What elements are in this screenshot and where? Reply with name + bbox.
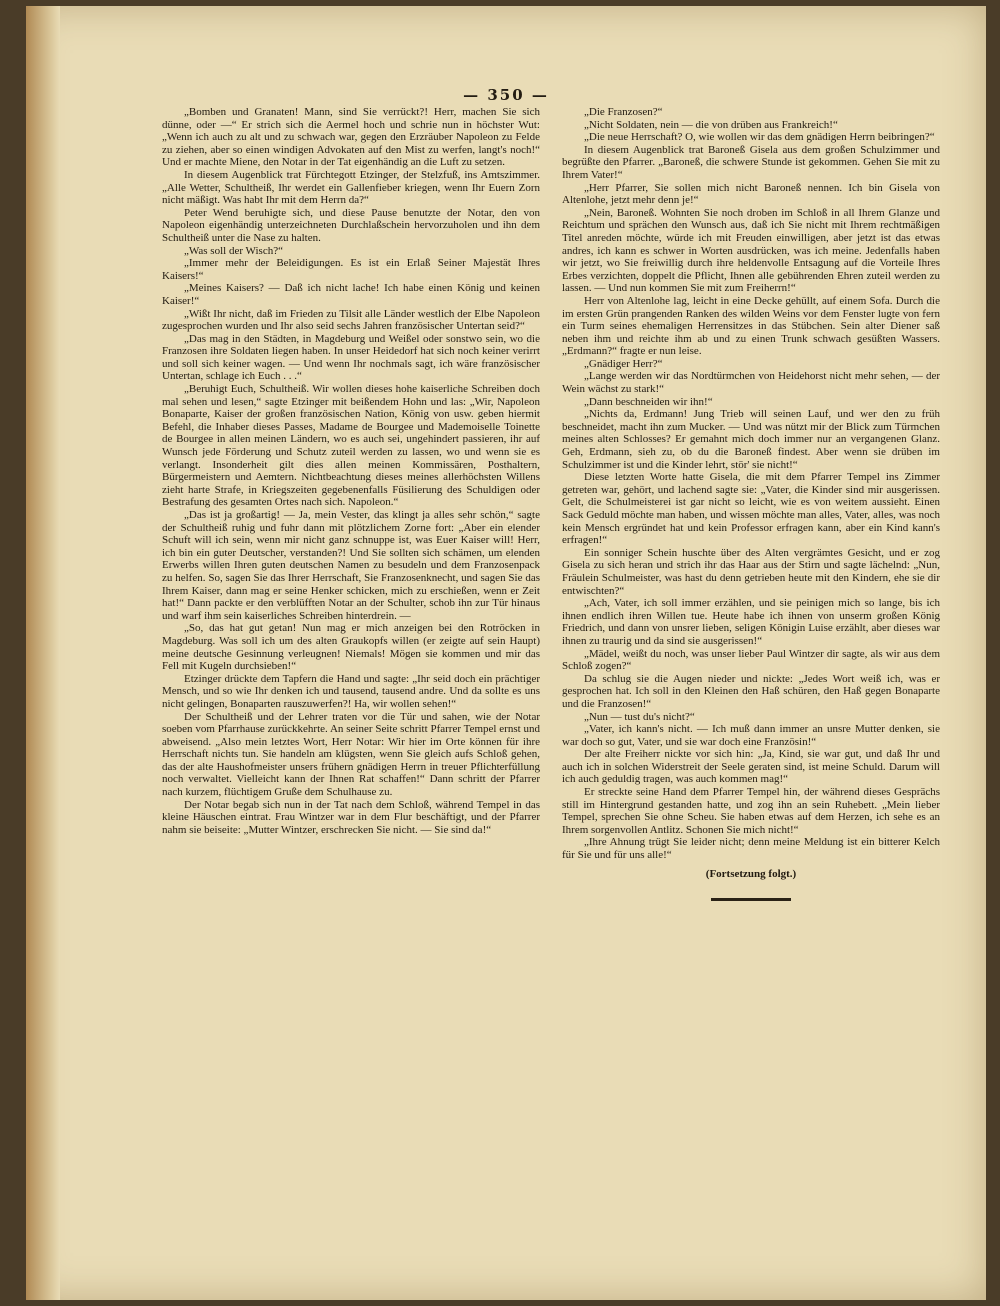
paragraph: „Gnädiger Herr?“ xyxy=(584,357,663,370)
paragraph: „Mädel, weißt du noch, was unser lieber Paul Wintzer dir sagte, als wir aus dem Schloß zogen?“ xyxy=(562,647,940,673)
paragraph: „Ihre Ahnung trügt Sie leider nicht; denn meine Meldung ist ein bitterer Kelch für Sie und für uns alle!“ xyxy=(562,836,940,862)
paragraph: „Dann beschneiden wir ihn!“ xyxy=(584,395,713,408)
paragraph: „Herr Pfarrer, Sie sollen mich nicht Baroneß nennen. Ich bin Gisela von Altenlohe, jetzt mehr denn je!“ xyxy=(562,181,940,207)
paragraph: Da schlug sie die Augen nieder und nickte: „Jedes Wort weiß ich, was er gesprochen hat. Ich soll in den Kleinen den Haß schüren, den Haß gegen Bonaparte und die Franzosen!“ xyxy=(562,672,940,710)
paragraph: In diesem Augenblick trat Fürchtegott Etzinger, der Stelzfuß, ins Amtszimmer. „Alle Wetter, Schultheiß, Ihr werdet ein Gallenfieber kriegen, wenn Ihr Euern Zorn nicht mäßigt. Was habt Ihr mit dem Herrn da?“ xyxy=(162,168,540,207)
paragraph: „Die Franzosen?“ xyxy=(584,106,663,118)
paragraph: „Meines Kaisers? — Daß ich nicht lache! Ich habe einen König und keinen Kaiser!“ xyxy=(162,282,540,307)
newspaper-page xyxy=(26,6,986,1300)
paragraph: „Nichts da, Erdmann! Jung Trieb will seinen Lauf, und wer den zu früh beschneidet, macht ihn zum Mucker. — Und was nützt mir der Blick zum Türmchen meines alten Schlosses? Er gemahnt mich doch immer nur an vergangenen Glanz. Geh, Erdmann, sieh zu, ob du die Baroneß findest. Aber wenn sie drüben im Schulzimmer ist und die Kinder lehrt, stör' sie nicht!“ xyxy=(562,408,940,471)
paragraph: Er streckte seine Hand dem Pfarrer Tempel hin, der während dieses Gesprächs still im Hintergrund gestanden hatte, und zog ihn an sein Ruhebett. „Mein lieber Tempel, sprechen Sie ohne Scheu. Sie haben etwas auf dem Herzen, ich sehe es an Ihrem sorgenvollen Antlitz. Schonen Sie mich nicht!“ xyxy=(562,786,940,836)
paragraph: „Nein, Baroneß. Wohnten Sie noch droben im Schloß in all Ihrem Glanze und Reichtum und sprächen den Wunsch aus, daß ich Sie nicht mit Ihrem rechtmäßigen Titel anreden möchte, würde ich mit Freuden einwilligen, aber jetzt ist das etwas andres, ich kann es schwer in Worten ausdrücken, was ich meine. Jedenfalls haben wir jetzt, wo Sie freiwillig durch ihre heldenvolle Entsagung auf die Vorteile Ihres Erbes verzichten, doppelt die Pflicht, Ihnen alle gebührenden Ehren zuteil werden zu lassen. — Und nun kommen Sie mit zum Freiherrn!“ xyxy=(562,206,940,295)
text-column-left xyxy=(162,106,540,1240)
paragraph: „Vater, ich kann's nicht. — Ich muß dann immer an unsre Mutter denken, sie war doch so gut, Vater, und sie war doch eine Französin!“ xyxy=(562,723,940,748)
paragraph: „Nicht Soldaten, nein — die von drüben aus Frankreich!“ xyxy=(584,118,838,131)
paragraph: „Die neue Herrschaft? O, wie wollen wir das dem gnädigen Herrn beibringen?“ xyxy=(584,131,935,144)
paragraph: Diese letzten Worte hatte Gisela, die mit dem Pfarrer Tempel ins Zimmer getreten war, gehört, und lachend sagte sie: „Vater, die Kinder sind mir ausgerissen. Gelt, die Schulmeisterei ist gar nicht so leicht, wie es von weitem aussieht. Einen Sack Geduld möchte man haben, und wissen möchte man alles, Vater, alles, was noch kein Mensch ergründet hat und kein Professor erfragen kann, aber ein Kind kann's erfragen!“ xyxy=(562,471,940,547)
paragraph: „Nun — tust du's nicht?“ xyxy=(584,710,695,723)
paragraph: „Was soll der Wisch?“ xyxy=(184,244,283,257)
paragraph: „Bomben und Granaten! Mann, sind Sie verrückt?! Herr, machen Sie sich dünne, oder —“ Er strich sich die Aermel hoch und schrie nun in höchster Wut: „Wenn ich auch zu alt und zu schwach war, gegen den Erzräuber Napoleon zu Felde zu ziehen, aber so einen windigen Advokaten auf den Mist zu werfen, langt's noch!“ Und er machte Miene, den Notar in der Tat eigenhändig an die Luft zu setzen. xyxy=(162,106,540,169)
paragraph: „Das ist ja großartig! — Ja, mein Vester, das klingt ja alles sehr schön,“ sagte der Schultheiß ruhig und fuhr dann mit plötzlichem Zorne fort: „Aber ein elender Schuft will ich sein, wenn mir nicht ganz schnuppe ist, was Euer Kaiser will! Herr, ich bin ein guter Deutscher, verstanden?! Und Sie sollten sich schämen, um elenden Erwerbs willen Ihren guten deutschen Namen zu besudeln und dem Franzosenpack zu helfen. So, sagen Sie das Ihrer Herrschaft, Sie Franzosenknecht, und sagen Sie das Ihrem Kaiser, dann mag er seine Henker schicken, mich zu erschießen, wenn er Zeit hat!“ Dann packte er den verblüfften Notar an der Schulter, schob ihn zur Tür hinaus und warf ihm sein kaiserliches Schreiben hinterdrein. — xyxy=(162,509,540,622)
text-column-right xyxy=(562,106,940,1240)
page-number: — 350 — xyxy=(463,86,549,104)
paragraph: Herr von Altenlohe lag, leicht in eine Decke gehüllt, auf einem Sofa. Durch die im ersten Grün prangenden Ranken des wilden Weins vor dem Fenster lugte von fern ein Turm seines ehemaligen Herrensitzes in das Stübchen. Sein alter Diener saß neben ihm und reichte ihm ab und zu einen Trunk schwach gesüßten Wassers. „Erdmann?“ fragte er nun leise. xyxy=(562,294,940,358)
paragraph: In diesem Augenblick trat Baroneß Gisela aus dem großen Schulzimmer und begrüßte den Pfarrer. „Baroneß, die schwere Stunde ist gekommen. Gehen Sie mit zu Ihrem Vater!“ xyxy=(562,143,940,181)
paragraph: Ein sonniger Schein huschte über des Alten vergrämtes Gesicht, und er zog Gisela zu sich heran und strich ihr das Haar aus der Stirn und sagte lächelnd: „Nun, Fräulein Schulmeister, was hast du denn getrieben heute mit den Kindern, ehe sie dir entwischten?“ xyxy=(562,546,940,597)
paragraph: „Ach, Vater, ich soll immer erzählen, und sie peinigen mich so lange, bis ich ihnen endlich ihren Willen tue. Heute habe ich ihnen von unserm großen König Friedrich, und dann von unsrer lieben, seligen Königin Luise erzählt, aber dieses war ihnen zu traurig und da sind sie ausgerissen!“ xyxy=(562,597,940,647)
continuation-note: (Fortsetzung folgt.) xyxy=(705,867,797,880)
paragraph: „Immer mehr der Beleidigungen. Es ist ein Erlaß Seiner Majestät Ihres Kaisers!“ xyxy=(162,257,540,282)
paragraph: Der Notar begab sich nun in der Tat nach dem Schloß, während Tempel in das kleine Häuschen eintrat. Frau Wintzer war in dem Flur beschäftigt, und der Pfarrer nahm sie beiseite: „Mutter Wintzer, erschrecken Sie nicht. — Sie sind da!“ xyxy=(162,798,540,836)
paragraph: Der alte Freiherr nickte vor sich hin: „Ja, Kind, sie war gut, und daß Ihr und auch ich in solchen Widerstreit der Seele geraten sind, ist meine Schuld. Darum will ich auch geduldig tragen, was auch kommen mag!“ xyxy=(562,748,940,786)
paragraph: „Beruhigt Euch, Schultheiß. Wir wollen dieses hohe kaiserliche Schreiben doch mal sehen und lesen,“ sagte Etzinger mit beißendem Hohn und las: „Wir, Napoleon Bonaparte, Kaiser der großen französischen Nation, König von usw. geben hiermit Befehl, die Inhaber dieses Passes, Madame de Bourgee und Mademoiselle Toinette de Bourgee in allen meinen Ländern, wo es auch sei, ungehindert passieren, ihr auf Wunsch jede Förderung und Schutz zuteil werden zu lassen, wo und wenn sie es verlangt. Insonderheit gilt dies allen meinen Kommissären, Posthaltern, Bürgermeistern und Aemtern. Nichtbeachtung dieses meines allerhöchsten Willens zieht harte Strafe, in Kriegszeiten gegebenenfalls Füsilierung des Schuldigen oder Bestrafung des gesamten Ortes nach sich. Napoleon.“ xyxy=(162,383,540,509)
paragraph: „Lange werden wir das Nordtürmchen von Heidehorst nicht mehr sehen, — der Wein wächst zu stark!“ xyxy=(562,370,940,396)
end-rule xyxy=(711,898,791,901)
paragraph: Peter Wend beruhigte sich, und diese Pause benutzte der Notar, den von Napoleon eigenhändig unterzeichneten Durchlaßschein hervorzuholen und ihn dem Schultheiß unter die Nase zu halten. xyxy=(162,206,540,244)
book-spine xyxy=(26,6,60,1300)
paragraph: „Das mag in den Städten, in Magdeburg und Weißel oder sonstwo sein, wo die Franzosen ihre Soldaten liegen haben. In unser Heidedorf hat sich noch keiner verirrt und soll sich keiner wagen. — Und wenn Ihr nochmals sagt, ich wäre französischer Untertan, schlage ich Euch . . .“ xyxy=(162,332,540,383)
paragraph: „Wißt Ihr nicht, daß im Frieden zu Tilsit alle Länder westlich der Elbe Napoleon zugesprochen wurden und Ihr also seid sechs Jahren französischer Untertan seid?“ xyxy=(162,307,540,333)
paragraph: „So, das hat gut getan! Nun mag er mich anzeigen bei den Rotröcken in Magdeburg. Was soll ich um des alten Graukopfs willen (er zeigte auf sein Haupt) meine deutsche Gesinnung verleugnen! Niemals! Mögen sie kommen und mir das Fell mit Kugeln durchsieben!“ xyxy=(162,622,540,673)
paragraph: Der Schultheiß und der Lehrer traten vor die Tür und sahen, wie der Notar soeben vom Pfarrhause zurückkehrte. An seiner Seite schritt Pfarrer Tempel ernst und abweisend. „Also mein letztes Wort, Herr Notar: Wir hier im Orte können für ihre Herrschaft nichts tun. Sie handeln am klügsten, wenn Sie gleich aufs Schloß gehen, das der alte Haushofmeister unsers frühern gnädigen Herrn in treuer Pflichterfüllung noch verwaltet. Vielleicht kann der Ihnen Rat schaffen!“ Dann schritt der Pfarrer nach kurzem, flüchtigem Gruße dem Schulhause zu. xyxy=(162,710,540,799)
paragraph: Etzinger drückte dem Tapfern die Hand und sagte: „Ihr seid doch ein prächtiger Mensch, und so wie Ihr denken ich und tausend, tausend andre. Und da sollte es uns nicht gelingen, Bonaparten rauszuwerfen?! Ha, wir wollen sehen!“ xyxy=(162,672,540,710)
